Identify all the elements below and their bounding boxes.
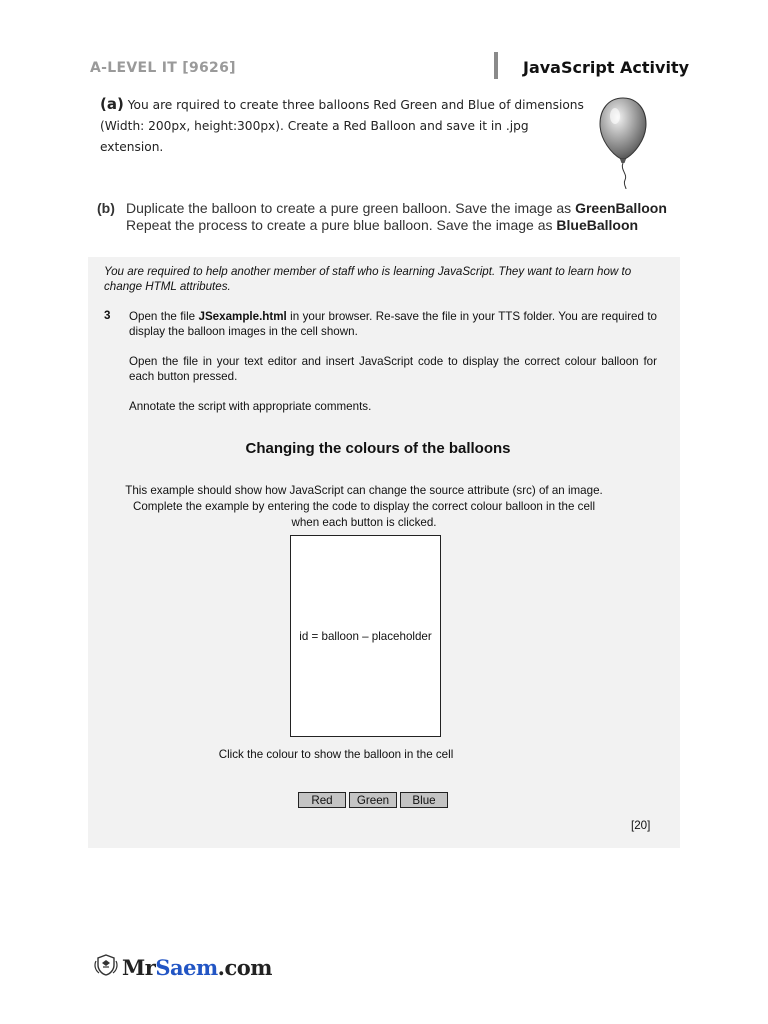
balloon-placeholder-cell [290,535,441,737]
part-b-label: (b) [97,200,115,216]
mrsaem-logo [93,953,272,982]
placeholder-label: id = balloon – placeholder [299,629,432,643]
part-a-body: You are rquired to create three balloons Red Green and Blue of dimensions (Width: 200px, height:300px). Create a Red Balloon and save it in .jpg extension. [100,98,584,154]
logo-mr: Mr [122,955,156,980]
question-number: 3 [104,309,111,322]
part-a-text [100,94,590,158]
example-heading: Changing the colours of the balloons [245,440,511,457]
part-b-line-1-text: Duplicate the balloon to create a pure green balloon. Save the image as [126,200,576,216]
logo-com: .com [217,955,272,980]
click-instruction: Click the colour to show the balloon in the cell [218,748,454,761]
question-paragraph-3: Annotate the script with appropriate comments. [129,400,372,413]
example-description [104,483,624,531]
colour-button-row [298,792,448,808]
green-balloon-filename: GreenBalloon [575,200,667,216]
part-b-line-2 [97,217,677,234]
logo-saem: Saem [155,955,218,980]
header-divider [494,52,498,79]
example-line-1: This example should show how JavaScript can change the source attribute (src) of an image. [125,484,603,497]
question-paragraph-1 [129,309,657,339]
green-button[interactable]: Green [349,792,397,808]
logo-wordmark [122,955,272,980]
marks-label: [20] [631,819,651,832]
q1-prefix: Open the file [129,310,199,323]
task-intro: You are required to help another member of staff who is learning JavaScript. They want to learn how to change HTML attributes. [104,265,632,293]
example-line-2: Complete the example by entering the code to display the correct colour balloon in the cell [132,500,596,513]
part-b-text [97,200,677,234]
example-line-3: when each button is clicked. [291,516,437,529]
q1-suffix: in your browser. Re-save the file in your TTS folder. You are required to display the balloon images in the cell shown. [129,310,657,338]
page-title: JavaScript Activity [523,58,690,77]
file-name: JSexample.html [198,310,287,323]
blue-button[interactable]: Blue [400,792,448,808]
part-b-line-1 [97,200,677,217]
question-paragraph-2: Open the file in your text editor and insert JavaScript code to display the correct colour balloon for each button pressed. [129,355,657,383]
blue-balloon-filename: BlueBalloon [556,217,639,233]
red-button[interactable]: Red [298,792,346,808]
balloon-image [598,96,648,196]
crest-icon [93,953,119,982]
course-code: A-LEVEL IT [9626] [90,60,236,76]
part-b-line-2-text: Repeat the process to create a pure blue balloon. Save the image as [126,217,557,233]
part-a-label: (a) [100,95,124,113]
